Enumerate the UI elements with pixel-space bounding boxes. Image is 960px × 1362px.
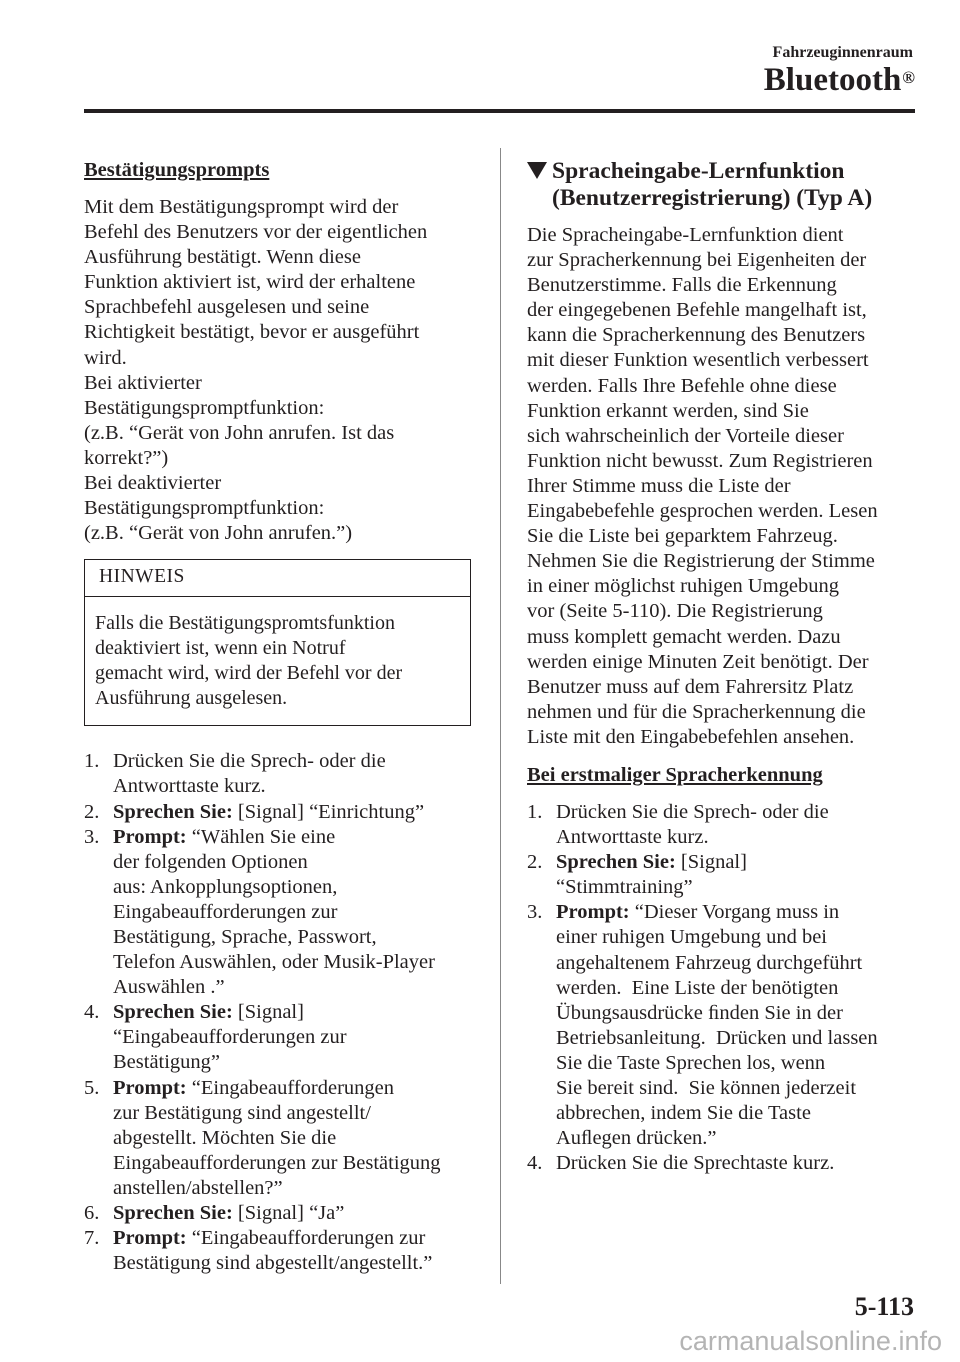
voice-learning-heading: [527, 158, 922, 212]
step-text: Eingabeaufforderungen zur: [113, 900, 338, 923]
chapter-title: [764, 60, 915, 100]
paragraph-line: Nehmen Sie die Registrierung der Stimme: [527, 550, 875, 573]
heading-line: (Benutzerregistrierung) (Typ A): [552, 185, 873, 211]
step-text: Auﬂegen drücken.”: [556, 1127, 717, 1150]
column-divider: [500, 148, 501, 1284]
step-line: [556, 850, 922, 875]
step-line: [556, 1151, 922, 1176]
step-line: [556, 875, 922, 900]
step-text: Sie bereit sind. Sie können jederzeit: [556, 1077, 857, 1099]
step-text: aus: Ankopplungsoptionen,: [113, 875, 338, 898]
chapter-title-text: Bluetooth: [763, 62, 902, 98]
step-number: 3.: [84, 825, 100, 848]
paragraph-line: Bestätigungspromptfunktion:: [84, 396, 325, 419]
step-line: [113, 925, 479, 950]
step-line: [113, 1076, 479, 1101]
step-label: Sprechen Sie:: [113, 1202, 233, 1224]
step-item: [84, 749, 479, 799]
paragraph-line: Bei aktivierter: [84, 371, 202, 394]
paragraph-line: Mit dem Bestätigungsprompt wird der: [84, 196, 399, 218]
paragraph-line: (z.B. “Gerät von John anrufen.”): [84, 522, 353, 545]
right-column: [527, 158, 922, 1176]
paragraph-line: Benutzerstimme. Falls die Erkennung: [527, 274, 837, 297]
step-line: [113, 850, 479, 875]
step-text: Drücken Sie die Sprech- oder die: [113, 750, 386, 773]
note-line: deaktiviert ist, wenn ein Notruf: [95, 637, 346, 660]
step-text: Betriebsanleitung. Drücken und lassen: [556, 1026, 878, 1049]
step-line: [556, 1051, 922, 1076]
step-text: abgestellt. Möchten Sie die: [113, 1126, 337, 1149]
step-text: zur Bestätigung sind angestellt/: [113, 1101, 371, 1124]
step-number: 3.: [527, 901, 543, 924]
registered-mark: ®: [902, 68, 915, 87]
paragraph-line: Benutzer muss auf dem Fahrersitz Platz: [527, 675, 854, 698]
step-line: [113, 1201, 479, 1226]
step-label: Prompt:: [113, 1076, 187, 1099]
paragraph-line: Sprachbefehl ausgelesen und seine: [84, 296, 370, 319]
paragraph-line: kann die Spracherkennung des Benutzers: [527, 324, 866, 347]
paragraph-line: werden. Falls Ihre Befehle ohne diese: [527, 374, 837, 397]
step-line: [556, 976, 922, 1001]
paragraph-line: Richtigkeit bestätigt, bevor er ausgeführt: [84, 321, 420, 344]
step-line: [556, 1101, 922, 1126]
paragraph-line: Eingabebefehle gesprochen werden. Lesen: [527, 500, 878, 523]
step-line: [113, 1126, 479, 1151]
paragraph-line: Ausführung bestätigt. Wenn diese: [84, 246, 361, 269]
step-item: [84, 1226, 479, 1276]
step-line: [113, 1176, 479, 1201]
step-number: 6.: [84, 1202, 100, 1224]
step-text: anstellen/abstellen?”: [113, 1176, 283, 1199]
step-number: 2.: [527, 851, 543, 874]
paragraph-line: muss komplett gemacht werden. Dazu: [527, 625, 841, 648]
step-text: [Signal]: [675, 851, 747, 874]
step-line: [113, 825, 479, 850]
step-text: Telefon Auswählen, oder Musik-Player: [113, 951, 435, 974]
step-text: Bestätigung”: [113, 1051, 221, 1074]
step-line: [556, 900, 922, 925]
paragraph-line: Bestätigungspromptfunktion:: [84, 497, 325, 520]
note-box: [84, 559, 471, 726]
paragraph-line: Die Spracheingabe-Lernfunktion dient: [527, 224, 844, 246]
paragraph-line: (z.B. “Gerät von John anrufen. Ist das: [84, 421, 395, 444]
step-text: [Signal] “Ja”: [232, 1202, 345, 1224]
step-line: [113, 950, 479, 975]
first-recognition-heading: Bei erstmaliger Spracherkennung: [527, 763, 823, 786]
paragraph-line: Ihrer Stimme muss die Liste der: [527, 474, 791, 497]
paragraph-line: sich wahrscheinlich der Vorteile dieser: [527, 424, 844, 447]
page-number: 5-113: [854, 1292, 914, 1321]
step-text: Sie die Taste Sprechen los, wenn: [556, 1051, 826, 1074]
watermark: carmanualsonline.info: [679, 1326, 942, 1356]
step-line: [113, 1226, 479, 1251]
step-text: angehaltenem Fahrzeug durchgeführt: [556, 951, 863, 974]
step-label: Prompt:: [556, 901, 630, 924]
step-number: 7.: [84, 1227, 100, 1250]
step-text: [Signal] “Einrichtung”: [232, 800, 425, 823]
step-text: Drücken Sie die Sprechtaste kurz.: [556, 1152, 835, 1175]
step-text: Bestätigung sind abgestellt/angestellt.”: [113, 1252, 433, 1275]
step-text: abbrechen, indem Sie die Taste: [556, 1102, 811, 1125]
step-text: “Dieser Vorgang muss in: [629, 901, 840, 924]
right-step-list: [527, 800, 922, 1176]
step-text: “Eingabeaufforderungen: [186, 1076, 395, 1099]
step-item: [84, 1000, 479, 1075]
step-number: 2.: [84, 800, 100, 823]
step-text: “Wählen Sie eine: [186, 825, 336, 848]
step-text: Auswählen .”: [113, 976, 225, 999]
step-number: 4.: [84, 1001, 100, 1024]
paragraph-line: in einer möglichst ruhigen Umgebung: [527, 575, 839, 598]
step-text: “Stimmtraining”: [556, 876, 693, 899]
paragraph-line: Befehl des Benutzers vor der eigentlichen: [84, 221, 428, 244]
step-line: [556, 1076, 922, 1101]
step-label: Prompt:: [113, 1227, 187, 1250]
step-line: [113, 1251, 479, 1276]
section-triangle-icon: [527, 162, 547, 179]
paragraph-line: Bei deaktivierter: [84, 472, 222, 495]
step-label: Prompt:: [113, 825, 187, 848]
step-item: [84, 800, 479, 825]
step-item: [527, 1151, 922, 1176]
step-line: [556, 825, 922, 850]
paragraph-line: Funktion aktiviert ist, wird der erhaltene: [84, 271, 416, 294]
section-label: Fahrzeuginnenraum: [772, 44, 913, 61]
step-line: [556, 1026, 922, 1051]
step-text: der folgenden Optionen: [113, 850, 308, 873]
step-line: [113, 900, 479, 925]
header-rule: [84, 109, 915, 113]
step-item: [84, 1201, 479, 1226]
step-label: Sprechen Sie:: [113, 1001, 233, 1024]
step-text: Antworttaste kurz.: [556, 826, 709, 849]
paragraph-line: zur Spracherkennung bei Eigenheiten der: [527, 249, 867, 272]
step-text: “Eingabeaufforderungen zur: [186, 1227, 426, 1250]
step-label: Sprechen Sie:: [556, 851, 676, 874]
note-text: [85, 597, 470, 725]
step-line: [556, 800, 922, 825]
note-title: HINWEIS: [85, 560, 470, 597]
step-text: Drücken Sie die Sprech- oder die: [556, 800, 829, 823]
step-line: [113, 975, 479, 1000]
step-line: [556, 925, 922, 950]
paragraph-line: wird.: [84, 346, 127, 369]
step-line: [113, 1101, 479, 1126]
voice-learning-paragraph: [527, 223, 922, 750]
step-text: Antworttaste kurz.: [113, 775, 266, 798]
step-text: einer ruhigen Umgebung und bei: [556, 926, 827, 949]
step-item: [84, 1076, 479, 1201]
paragraph-line: mit dieser Funktion wesentlich verbessert: [527, 349, 869, 372]
step-item: [527, 800, 922, 850]
step-line: [556, 1001, 922, 1026]
step-text: Eingabeaufforderungen zur Bestätigung: [113, 1151, 441, 1174]
step-text: werden. Eine Liste der benötigten: [556, 976, 839, 999]
step-number: 5.: [84, 1076, 100, 1099]
heading-line: Spracheingabe-Lernfunktion: [552, 158, 845, 184]
step-line: [556, 951, 922, 976]
paragraph-line: Funktion nicht bewusst. Zum Registrieren: [527, 449, 873, 472]
step-number: 4.: [527, 1152, 543, 1175]
step-text: [Signal]: [232, 1001, 304, 1024]
step-number: 1.: [84, 750, 100, 773]
note-line: Falls die Bestätigungspromtsfunktion: [95, 612, 395, 635]
paragraph-line: werden einige Minuten Zeit benötigt. Der: [527, 650, 869, 673]
paragraph-line: korrekt?”): [84, 446, 169, 469]
paragraph-line: vor (Seite 5-110). Die Registrierung: [527, 600, 823, 623]
step-line: [556, 1126, 922, 1151]
paragraph-line: der eingegebenen Befehle mangelhaft ist,: [527, 299, 867, 322]
left-column: [84, 158, 479, 1276]
step-item: [527, 850, 922, 900]
step-text: Übungsausdrücke ﬁnden Sie in der: [556, 1001, 843, 1024]
paragraph-line: Liste mit den Eingabebefehlen ansehen.: [527, 725, 855, 748]
confirmation-prompts-heading: Bestätigungsprompts: [84, 159, 270, 181]
step-line: [113, 774, 479, 799]
note-line: Ausführung ausgelesen.: [95, 687, 288, 710]
paragraph-line: Sie die Liste bei geparktem Fahrzeug.: [527, 525, 838, 548]
step-label: Sprechen Sie:: [113, 800, 233, 823]
step-text: Bestätigung, Sprache, Passwort,: [113, 925, 377, 948]
step-item: [527, 900, 922, 1151]
step-number: 1.: [527, 800, 543, 823]
note-line: gemacht wird, wird der Befehl vor der: [95, 662, 403, 685]
step-text: “Eingabeaufforderungen zur: [113, 1026, 347, 1049]
step-line: [113, 1151, 479, 1176]
step-line: [113, 1000, 479, 1025]
step-line: [113, 875, 479, 900]
paragraph-line: Funktion erkannt werden, sind Sie: [527, 399, 809, 422]
step-line: [113, 749, 479, 774]
step-line: [113, 800, 479, 825]
paragraph-line: nehmen und für die Spracherkennung die: [527, 700, 866, 723]
left-step-list: [84, 749, 479, 1276]
step-line: [113, 1025, 479, 1050]
step-line: [113, 1050, 479, 1075]
step-item: [84, 825, 479, 1001]
confirmation-prompts-paragraph: [84, 195, 479, 546]
